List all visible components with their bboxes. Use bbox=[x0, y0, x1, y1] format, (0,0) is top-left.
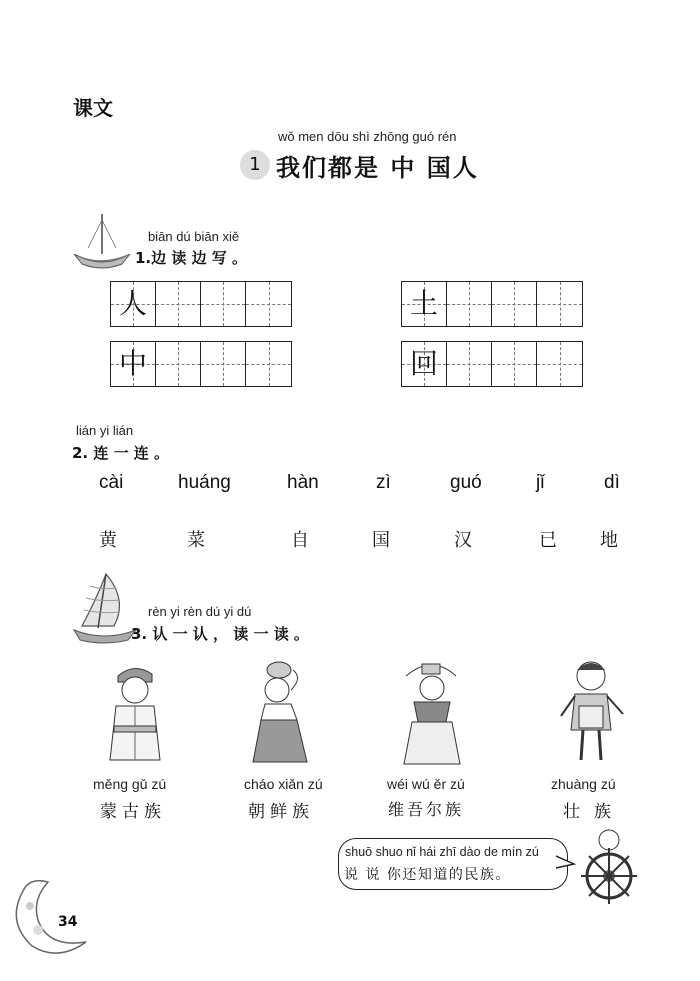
ship-wheel-child-illustration bbox=[575, 826, 647, 906]
match-char-zi[interactable]: 自 bbox=[291, 530, 309, 551]
match-pinyin-ji[interactable]: jǐ bbox=[536, 472, 545, 493]
match-char-huang[interactable]: 黄 bbox=[99, 530, 117, 551]
match-char-cai[interactable]: 菜 bbox=[187, 530, 205, 551]
bubble-text: 说 说 你还知道的民族。 bbox=[344, 867, 511, 883]
match-pinyin-di[interactable]: dì bbox=[604, 472, 620, 493]
writing-grid-zhong bbox=[110, 341, 292, 387]
grid-char: 土 bbox=[409, 287, 438, 320]
match-char-di[interactable]: 地 bbox=[600, 530, 618, 551]
section-label: 课文 bbox=[73, 96, 113, 120]
writing-grid-tu bbox=[401, 281, 583, 327]
sailboat-icon bbox=[70, 210, 132, 270]
mongol-child-illustration bbox=[100, 660, 170, 770]
q1-instruction: 1.边 读 边 写 。 bbox=[135, 249, 248, 267]
match-pinyin-cai[interactable]: cài bbox=[99, 472, 124, 493]
writing-grid-hui bbox=[401, 341, 583, 387]
uyghur-child-illustration bbox=[392, 656, 472, 770]
match-pinyin-guo[interactable]: guó bbox=[450, 472, 482, 493]
speech-bubble-tail bbox=[556, 852, 576, 872]
grid-char: 中 bbox=[118, 347, 147, 380]
lesson-number-badge: 1 bbox=[240, 150, 270, 180]
page-number: 34 bbox=[58, 914, 78, 930]
sailboat-icon bbox=[68, 570, 140, 646]
ethnic-name: 维吾尔族 bbox=[388, 800, 465, 819]
ethnic-pinyin: wéi wú ěr zú bbox=[387, 776, 465, 792]
lesson-title-pinyin: wǒ men dōu shì zhōng guó rén bbox=[278, 129, 457, 144]
q1-pinyin: biān dú biān xiě bbox=[148, 229, 240, 244]
q2-pinyin: lián yi lián bbox=[76, 423, 134, 438]
ethnic-pinyin: měng gǔ zú bbox=[93, 776, 167, 792]
ethnic-name: 朝鲜族 bbox=[248, 802, 314, 822]
zhuang-child-illustration bbox=[553, 656, 631, 770]
q2-instruction: 2. 连 一 连 。 bbox=[72, 444, 170, 462]
moon-decoration-icon bbox=[8, 876, 98, 956]
ethnic-name: 蒙古族 bbox=[100, 802, 166, 822]
ethnic-pinyin: cháo xiǎn zú bbox=[244, 776, 323, 792]
grid-char: 回 bbox=[409, 347, 438, 380]
ethnic-name: 壮族 bbox=[563, 802, 625, 822]
match-pinyin-huang[interactable]: huáng bbox=[178, 472, 231, 493]
q3-instruction: 3. 认 一 认 ， 读 一 读 。 bbox=[131, 625, 309, 643]
korean-child-illustration bbox=[245, 660, 315, 770]
grid-char: 人 bbox=[118, 287, 147, 320]
match-char-guo[interactable]: 国 bbox=[372, 530, 390, 551]
match-char-ji[interactable]: 已 bbox=[539, 530, 557, 551]
match-char-han[interactable]: 汉 bbox=[454, 530, 472, 551]
writing-grid-ren bbox=[110, 281, 292, 327]
ethnic-pinyin: zhuàng zú bbox=[551, 776, 616, 792]
match-pinyin-zi[interactable]: zì bbox=[376, 472, 391, 493]
match-pinyin-han[interactable]: hàn bbox=[287, 472, 319, 493]
bubble-pinyin: shuō shuo nǐ hái zhī dào de mín zú bbox=[345, 845, 539, 859]
q3-pinyin: rèn yi rèn dú yi dú bbox=[148, 604, 252, 619]
lesson-title: 我们都是 中 国人 bbox=[276, 153, 479, 182]
